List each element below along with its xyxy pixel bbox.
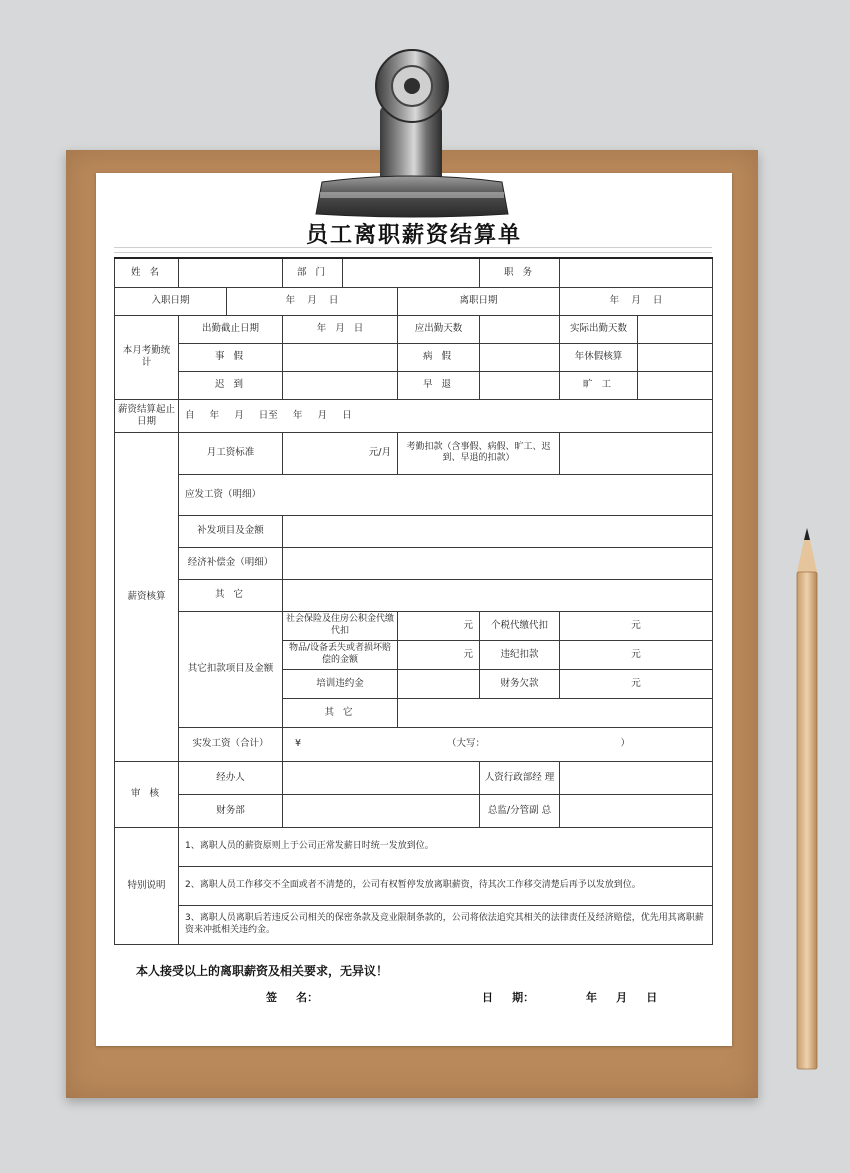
social-insurance-field[interactable]: 元 <box>398 611 480 640</box>
tax-label: 个税代缴代扣 <box>480 611 560 640</box>
other-deduction-field[interactable] <box>398 698 713 727</box>
cutoff-date-field[interactable]: 年 月 日 <box>283 315 398 343</box>
net-salary-label: 实发工资（合计） <box>179 727 283 761</box>
notes-section-label: 特别说明 <box>115 827 179 944</box>
late-label: 迟 到 <box>179 371 283 399</box>
note-item: 2、离职人员工作移交不全面或者不清楚的，公司有权暂停发放离职薪资，待其次工作移交清楚后再予以发放到位。 <box>179 866 713 905</box>
attendance-deduction-label: 考勤扣款（含事假、病假、旷工、迟到、早退的扣款） <box>398 432 560 474</box>
yen-sign: ¥ <box>295 738 302 750</box>
acceptance-statement: 本人接受以上的离职薪资及相关要求，无异议！ <box>136 964 389 978</box>
director-field[interactable] <box>560 794 713 827</box>
sick-leave-label: 病 假 <box>398 343 480 371</box>
attendance-deduction-field[interactable] <box>560 432 713 474</box>
finance-dept-label: 财务部 <box>179 794 283 827</box>
early-leave-label: 早 退 <box>398 371 480 399</box>
training-penalty-field[interactable] <box>398 669 480 698</box>
capital-amount-label: （大写： <box>447 738 486 750</box>
absent-label: 旷 工 <box>560 371 638 399</box>
personal-leave-field[interactable] <box>283 343 398 371</box>
dept-label: 部 门 <box>283 258 343 287</box>
form-title: 员工离职薪资结算单 <box>305 222 522 248</box>
hr-manager-field[interactable] <box>560 761 713 794</box>
should-days-field[interactable] <box>480 315 560 343</box>
sick-leave-field[interactable] <box>480 343 560 371</box>
period-field[interactable]: 自 年 月 日至 年 月 日 <box>179 399 713 432</box>
guide-line <box>114 252 712 253</box>
handler-field[interactable] <box>283 761 480 794</box>
damage-field[interactable]: 元 <box>398 640 480 669</box>
other-income-field[interactable] <box>283 579 713 611</box>
salary-section-label: 薪资核算 <box>115 432 179 761</box>
finance-debt-field[interactable]: 元 <box>560 669 713 698</box>
personal-leave-label: 事 假 <box>179 343 283 371</box>
net-salary-field[interactable] <box>283 727 713 761</box>
training-penalty-label: 培训违约金 <box>283 669 398 698</box>
note-item: 1、离职人员的薪资原则上于公司正常发薪日时统一发放到位。 <box>179 827 713 866</box>
name-field[interactable] <box>179 258 283 287</box>
position-field[interactable] <box>560 258 713 287</box>
social-insurance-label: 社会保险及住房公积金代缴代扣 <box>283 611 398 640</box>
period-label: 薪资结算起止日期 <box>115 399 179 432</box>
should-days-label: 应出勤天数 <box>398 315 480 343</box>
binder-clip-icon <box>312 42 512 222</box>
other-deduction-label: 其 它 <box>283 698 398 727</box>
monthly-salary-label: 月工资标准 <box>179 432 283 474</box>
form-paper <box>96 173 732 1046</box>
note-item: 3、离职人员离职后若违反公司相关的保密条款及竞业限制条款的，公司将依法追究其相关的法律责任及经济赔偿，优先用其离职薪资来冲抵相关违约金。 <box>179 905 713 944</box>
entry-date-label: 入职日期 <box>115 287 227 315</box>
absent-field[interactable] <box>638 371 713 399</box>
compensation-field[interactable] <box>283 547 713 579</box>
guide-line <box>114 247 712 248</box>
finance-dept-field[interactable] <box>283 794 480 827</box>
other-deductions-label: 其它扣款项目及金额 <box>179 611 283 727</box>
violation-label: 违纪扣款 <box>480 640 560 669</box>
hr-manager-label: 人资行政部经 理 <box>480 761 560 794</box>
actual-days-label: 实际出勤天数 <box>560 315 638 343</box>
date-field[interactable]: 年 月 日 <box>586 991 658 1004</box>
actual-days-field[interactable] <box>638 315 713 343</box>
monthly-salary-field[interactable]: 元/月 <box>283 432 398 474</box>
entry-date-field[interactable]: 年 月 日 <box>227 287 398 315</box>
signature-label[interactable]: 签 名： <box>266 991 319 1004</box>
supplement-label: 补发项目及金额 <box>179 515 283 547</box>
damage-label: 物品/设备丢失或者损坏赔偿的金额 <box>283 640 398 669</box>
leave-date-field[interactable]: 年 月 日 <box>560 287 713 315</box>
position-label: 职 务 <box>480 258 560 287</box>
pencil-icon <box>794 528 820 1073</box>
review-section-label: 审 核 <box>115 761 179 827</box>
compensation-label: 经济补偿金（明细） <box>179 547 283 579</box>
supplement-field[interactable] <box>283 515 713 547</box>
leave-date-label: 离职日期 <box>398 287 560 315</box>
annual-leave-label: 年休假核算 <box>560 343 638 371</box>
director-label: 总监/分管副 总 <box>480 794 560 827</box>
tax-field[interactable]: 元 <box>560 611 713 640</box>
late-field[interactable] <box>283 371 398 399</box>
name-label: 姓 名 <box>115 258 179 287</box>
settlement-table <box>114 257 713 945</box>
dept-field[interactable] <box>343 258 480 287</box>
violation-field[interactable]: 元 <box>560 640 713 669</box>
finance-debt-label: 财务欠款 <box>480 669 560 698</box>
handler-label: 经办人 <box>179 761 283 794</box>
date-label: 日 期： <box>482 991 535 1004</box>
other-income-label: 其 它 <box>179 579 283 611</box>
cutoff-date-label: 出勤截止日期 <box>179 315 283 343</box>
payable-salary-label[interactable]: 应发工资（明细） <box>179 474 713 515</box>
attendance-section-label: 本月考勤统 计 <box>115 315 179 399</box>
annual-leave-field[interactable] <box>638 343 713 371</box>
early-leave-field[interactable] <box>480 371 560 399</box>
capital-amount-close: ） <box>620 738 630 750</box>
